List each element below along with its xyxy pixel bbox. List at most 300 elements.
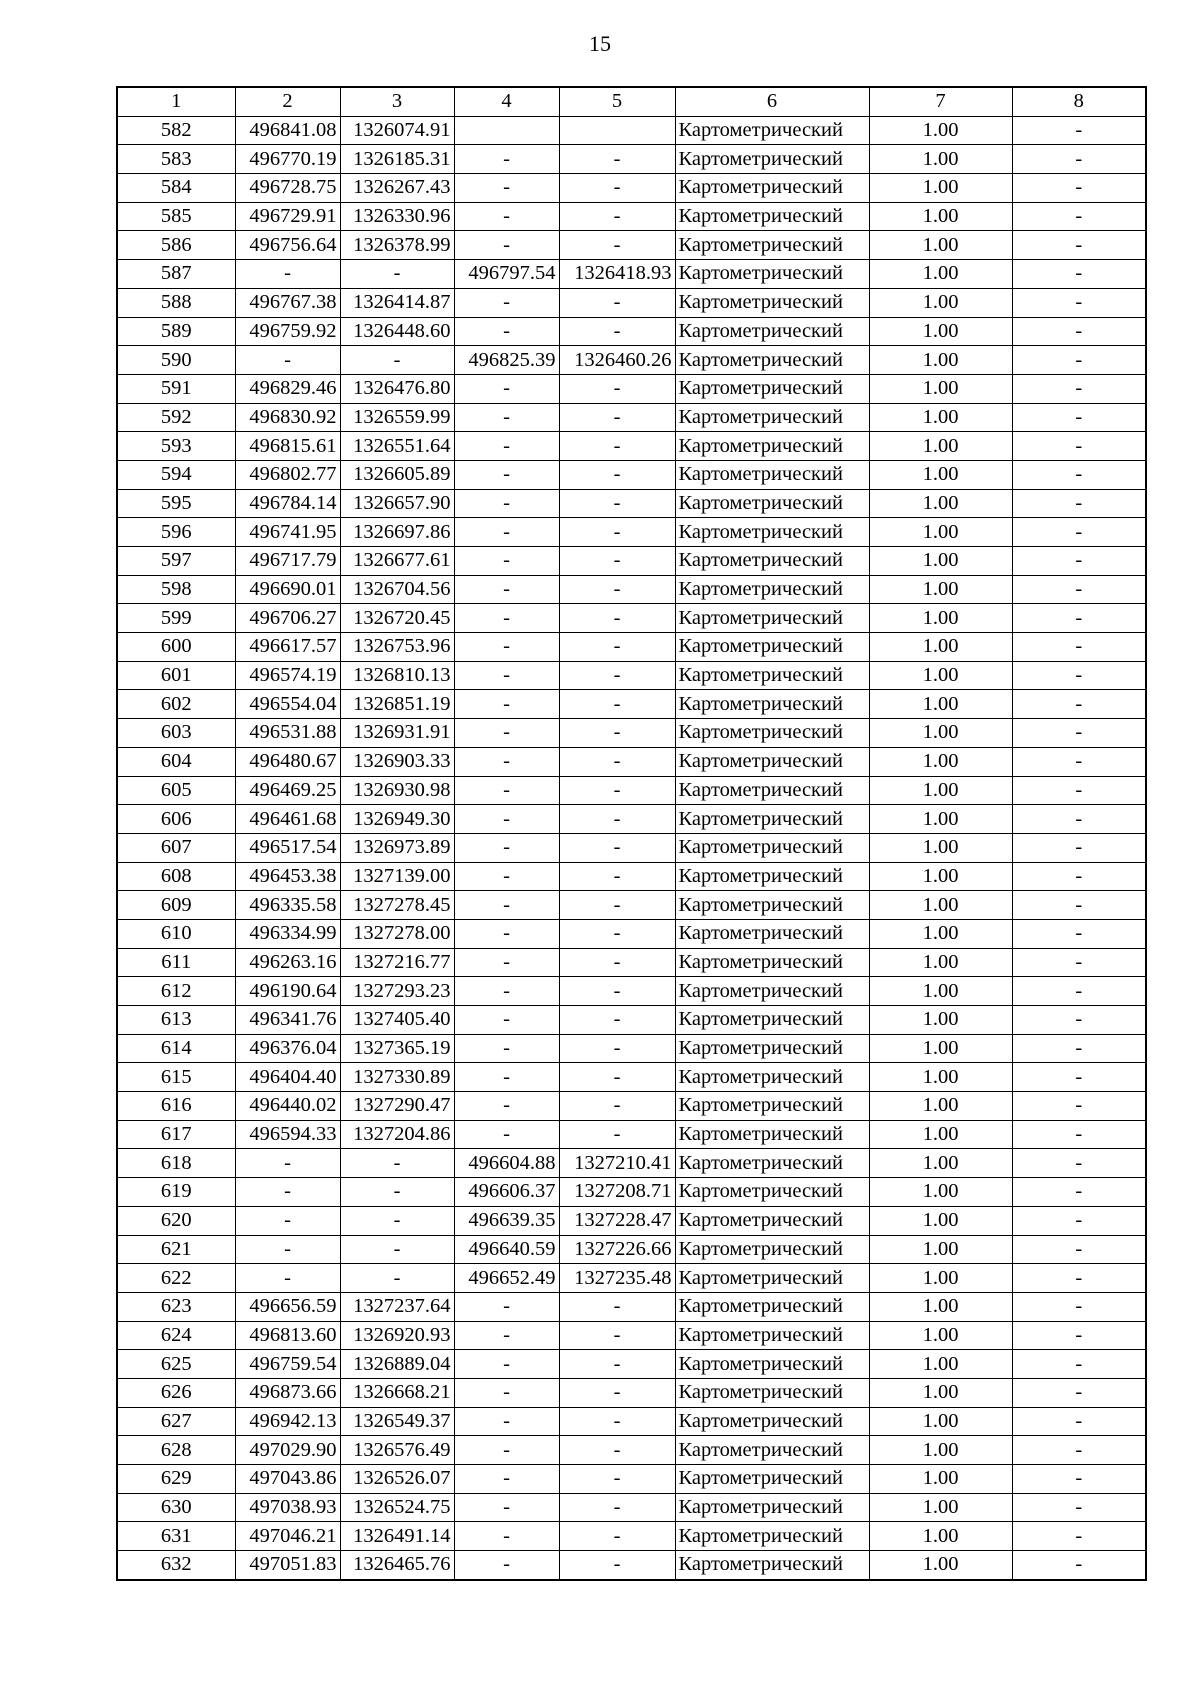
x-coordinate-cell: 496770.19: [235, 145, 340, 174]
method-cell: Картометрический: [675, 1350, 869, 1379]
new-x-coordinate-cell: -: [454, 1522, 559, 1551]
method-cell: Картометрический: [675, 1378, 869, 1407]
accuracy-cell: 1.00: [869, 1092, 1012, 1121]
new-y-coordinate-cell: -: [559, 776, 675, 805]
accuracy-cell: 1.00: [869, 948, 1012, 977]
column-header: 5: [559, 87, 675, 116]
method-cell: Картометрический: [675, 260, 869, 289]
note-cell: -: [1012, 1034, 1146, 1063]
column-header: 4: [454, 87, 559, 116]
new-y-coordinate-cell: -: [559, 460, 675, 489]
y-coordinate-cell: 1326668.21: [340, 1378, 454, 1407]
method-cell: Картометрический: [675, 145, 869, 174]
accuracy-cell: 1.00: [869, 1063, 1012, 1092]
new-x-coordinate-cell: -: [454, 1407, 559, 1436]
point-number-cell: 603: [117, 719, 235, 748]
y-coordinate-cell: -: [340, 1264, 454, 1293]
x-coordinate-cell: 496690.01: [235, 575, 340, 604]
new-y-coordinate-cell: -: [559, 1465, 675, 1494]
table-row: [117, 145, 1146, 174]
point-number-cell: 600: [117, 633, 235, 662]
x-coordinate-cell: 496335.58: [235, 891, 340, 920]
new-y-coordinate-cell: -: [559, 1522, 675, 1551]
new-x-coordinate-cell: -: [454, 948, 559, 977]
table-row: [117, 202, 1146, 231]
note-cell: -: [1012, 116, 1146, 145]
note-cell: -: [1012, 317, 1146, 346]
new-x-coordinate-cell: -: [454, 575, 559, 604]
accuracy-cell: 1.00: [869, 1264, 1012, 1293]
new-x-coordinate-cell: -: [454, 604, 559, 633]
column-header: 2: [235, 87, 340, 116]
new-y-coordinate-cell: -: [559, 575, 675, 604]
point-number-cell: 588: [117, 288, 235, 317]
new-x-coordinate-cell: -: [454, 202, 559, 231]
x-coordinate-cell: -: [235, 1149, 340, 1178]
point-number-cell: 601: [117, 661, 235, 690]
new-x-coordinate-cell: -: [454, 403, 559, 432]
table-row: [117, 575, 1146, 604]
method-cell: Картометрический: [675, 1120, 869, 1149]
table-row: [117, 1551, 1146, 1580]
table-row: [117, 1465, 1146, 1494]
new-x-coordinate-cell: -: [454, 288, 559, 317]
y-coordinate-cell: 1327237.64: [340, 1292, 454, 1321]
new-x-coordinate-cell: -: [454, 145, 559, 174]
new-y-coordinate-cell: -: [559, 1034, 675, 1063]
y-coordinate-cell: -: [340, 1149, 454, 1178]
x-coordinate-cell: 496706.27: [235, 604, 340, 633]
method-cell: Картометрический: [675, 403, 869, 432]
method-cell: Картометрический: [675, 116, 869, 145]
y-coordinate-cell: 1326524.75: [340, 1493, 454, 1522]
point-number-cell: 631: [117, 1522, 235, 1551]
note-cell: -: [1012, 1350, 1146, 1379]
note-cell: -: [1012, 891, 1146, 920]
note-cell: -: [1012, 489, 1146, 518]
accuracy-cell: 1.00: [869, 1551, 1012, 1580]
accuracy-cell: 1.00: [869, 1321, 1012, 1350]
method-cell: Картометрический: [675, 747, 869, 776]
point-number-cell: 625: [117, 1350, 235, 1379]
table-row: [117, 862, 1146, 891]
method-cell: Картометрический: [675, 862, 869, 891]
point-number-cell: 630: [117, 1493, 235, 1522]
new-x-coordinate-cell: 496797.54: [454, 260, 559, 289]
method-cell: Картометрический: [675, 1206, 869, 1235]
accuracy-cell: 1.00: [869, 374, 1012, 403]
note-cell: -: [1012, 1436, 1146, 1465]
method-cell: Картометрический: [675, 202, 869, 231]
note-cell: -: [1012, 1006, 1146, 1035]
point-number-cell: 582: [117, 116, 235, 145]
x-coordinate-cell: 496813.60: [235, 1321, 340, 1350]
note-cell: -: [1012, 231, 1146, 260]
y-coordinate-cell: 1327139.00: [340, 862, 454, 891]
accuracy-cell: 1.00: [869, 891, 1012, 920]
method-cell: Картометрический: [675, 891, 869, 920]
point-number-cell: 606: [117, 805, 235, 834]
new-x-coordinate-cell: -: [454, 174, 559, 203]
y-coordinate-cell: 1326605.89: [340, 460, 454, 489]
accuracy-cell: 1.00: [869, 202, 1012, 231]
y-coordinate-cell: -: [340, 260, 454, 289]
method-cell: Картометрический: [675, 604, 869, 633]
method-cell: Картометрический: [675, 432, 869, 461]
table-row: [117, 805, 1146, 834]
method-cell: Картометрический: [675, 1006, 869, 1035]
accuracy-cell: 1.00: [869, 1206, 1012, 1235]
note-cell: -: [1012, 776, 1146, 805]
x-coordinate-cell: 496531.88: [235, 719, 340, 748]
new-y-coordinate-cell: -: [559, 432, 675, 461]
point-number-cell: 619: [117, 1178, 235, 1207]
x-coordinate-cell: -: [235, 1235, 340, 1264]
new-y-coordinate-cell: -: [559, 1120, 675, 1149]
point-number-cell: 587: [117, 260, 235, 289]
note-cell: -: [1012, 833, 1146, 862]
y-coordinate-cell: 1327330.89: [340, 1063, 454, 1092]
method-cell: Картометрический: [675, 1264, 869, 1293]
note-cell: -: [1012, 690, 1146, 719]
accuracy-cell: 1.00: [869, 288, 1012, 317]
y-coordinate-cell: 1326576.49: [340, 1436, 454, 1465]
accuracy-cell: 1.00: [869, 1436, 1012, 1465]
note-cell: -: [1012, 1378, 1146, 1407]
point-number-cell: 604: [117, 747, 235, 776]
y-coordinate-cell: 1326448.60: [340, 317, 454, 346]
x-coordinate-cell: 496759.54: [235, 1350, 340, 1379]
table-row: [117, 1264, 1146, 1293]
table-row: [117, 231, 1146, 260]
new-y-coordinate-cell: -: [559, 977, 675, 1006]
y-coordinate-cell: 1326414.87: [340, 288, 454, 317]
point-number-cell: 611: [117, 948, 235, 977]
y-coordinate-cell: 1326973.89: [340, 833, 454, 862]
new-x-coordinate-cell: -: [454, 231, 559, 260]
y-coordinate-cell: 1327405.40: [340, 1006, 454, 1035]
accuracy-cell: 1.00: [869, 776, 1012, 805]
new-y-coordinate-cell: -: [559, 690, 675, 719]
table-row: [117, 833, 1146, 862]
accuracy-cell: 1.00: [869, 1493, 1012, 1522]
new-x-coordinate-cell: 496604.88: [454, 1149, 559, 1178]
x-coordinate-cell: 496469.25: [235, 776, 340, 805]
new-y-coordinate-cell: -: [559, 1063, 675, 1092]
new-x-coordinate-cell: -: [454, 1493, 559, 1522]
y-coordinate-cell: 1326551.64: [340, 432, 454, 461]
note-cell: -: [1012, 719, 1146, 748]
point-number-cell: 596: [117, 518, 235, 547]
new-x-coordinate-cell: -: [454, 833, 559, 862]
note-cell: -: [1012, 432, 1146, 461]
table-row: [117, 460, 1146, 489]
new-y-coordinate-cell: -: [559, 231, 675, 260]
new-y-coordinate-cell: -: [559, 1321, 675, 1350]
y-coordinate-cell: 1326720.45: [340, 604, 454, 633]
method-cell: Картометрический: [675, 661, 869, 690]
new-x-coordinate-cell: -: [454, 1321, 559, 1350]
point-number-cell: 585: [117, 202, 235, 231]
new-x-coordinate-cell: -: [454, 1006, 559, 1035]
y-coordinate-cell: 1326920.93: [340, 1321, 454, 1350]
method-cell: Картометрический: [675, 374, 869, 403]
y-coordinate-cell: 1326704.56: [340, 575, 454, 604]
table-row: [117, 1235, 1146, 1264]
new-y-coordinate-cell: -: [559, 374, 675, 403]
y-coordinate-cell: 1326851.19: [340, 690, 454, 719]
accuracy-cell: 1.00: [869, 1407, 1012, 1436]
accuracy-cell: 1.00: [869, 919, 1012, 948]
point-number-cell: 623: [117, 1292, 235, 1321]
method-cell: Картометрический: [675, 1092, 869, 1121]
column-header: 6: [675, 87, 869, 116]
y-coordinate-cell: 1326930.98: [340, 776, 454, 805]
method-cell: Картометрический: [675, 1235, 869, 1264]
accuracy-cell: 1.00: [869, 547, 1012, 576]
table-row: [117, 604, 1146, 633]
note-cell: -: [1012, 977, 1146, 1006]
new-y-coordinate-cell: 1327208.71: [559, 1178, 675, 1207]
accuracy-cell: 1.00: [869, 231, 1012, 260]
new-x-coordinate-cell: -: [454, 776, 559, 805]
x-coordinate-cell: 496461.68: [235, 805, 340, 834]
accuracy-cell: 1.00: [869, 174, 1012, 203]
method-cell: Картометрический: [675, 1178, 869, 1207]
note-cell: -: [1012, 288, 1146, 317]
new-y-coordinate-cell: -: [559, 489, 675, 518]
x-coordinate-cell: 496554.04: [235, 690, 340, 719]
note-cell: -: [1012, 604, 1146, 633]
y-coordinate-cell: 1326267.43: [340, 174, 454, 203]
method-cell: Картометрический: [675, 174, 869, 203]
note-cell: -: [1012, 575, 1146, 604]
table-row: [117, 1092, 1146, 1121]
accuracy-cell: 1.00: [869, 432, 1012, 461]
new-y-coordinate-cell: -: [559, 1350, 675, 1379]
new-y-coordinate-cell: 1327228.47: [559, 1206, 675, 1235]
accuracy-cell: 1.00: [869, 1522, 1012, 1551]
note-cell: -: [1012, 346, 1146, 375]
x-coordinate-cell: 496517.54: [235, 833, 340, 862]
accuracy-cell: 1.00: [869, 460, 1012, 489]
new-x-coordinate-cell: -: [454, 489, 559, 518]
new-x-coordinate-cell: -: [454, 460, 559, 489]
accuracy-cell: 1.00: [869, 747, 1012, 776]
method-cell: Картометрический: [675, 977, 869, 1006]
accuracy-cell: 1.00: [869, 317, 1012, 346]
accuracy-cell: 1.00: [869, 977, 1012, 1006]
point-number-cell: 597: [117, 547, 235, 576]
note-cell: -: [1012, 1551, 1146, 1580]
table-header-row: [117, 87, 1146, 116]
new-y-coordinate-cell: -: [559, 1436, 675, 1465]
point-number-cell: 607: [117, 833, 235, 862]
x-coordinate-cell: 496728.75: [235, 174, 340, 203]
accuracy-cell: 1.00: [869, 1235, 1012, 1264]
table-row: [117, 919, 1146, 948]
table-row: [117, 1063, 1146, 1092]
x-coordinate-cell: 496784.14: [235, 489, 340, 518]
accuracy-cell: 1.00: [869, 1034, 1012, 1063]
method-cell: Картометрический: [675, 1292, 869, 1321]
y-coordinate-cell: 1326903.33: [340, 747, 454, 776]
y-coordinate-cell: 1327290.47: [340, 1092, 454, 1121]
x-coordinate-cell: 496767.38: [235, 288, 340, 317]
y-coordinate-cell: 1326931.91: [340, 719, 454, 748]
note-cell: -: [1012, 460, 1146, 489]
note-cell: -: [1012, 1149, 1146, 1178]
x-coordinate-cell: -: [235, 1178, 340, 1207]
accuracy-cell: 1.00: [869, 145, 1012, 174]
x-coordinate-cell: 496741.95: [235, 518, 340, 547]
table-row: [117, 432, 1146, 461]
y-coordinate-cell: -: [340, 1178, 454, 1207]
column-header: 1: [117, 87, 235, 116]
note-cell: -: [1012, 202, 1146, 231]
new-x-coordinate-cell: -: [454, 919, 559, 948]
y-coordinate-cell: 1326330.96: [340, 202, 454, 231]
note-cell: -: [1012, 518, 1146, 547]
new-x-coordinate-cell: -: [454, 862, 559, 891]
new-y-coordinate-cell: -: [559, 948, 675, 977]
point-number-cell: 615: [117, 1063, 235, 1092]
new-y-coordinate-cell: 1327235.48: [559, 1264, 675, 1293]
new-x-coordinate-cell: -: [454, 317, 559, 346]
method-cell: Картометрический: [675, 1034, 869, 1063]
method-cell: Картометрический: [675, 460, 869, 489]
table-row: [117, 776, 1146, 805]
method-cell: Картометрический: [675, 346, 869, 375]
method-cell: Картометрический: [675, 919, 869, 948]
new-x-coordinate-cell: -: [454, 1092, 559, 1121]
new-x-coordinate-cell: -: [454, 432, 559, 461]
new-y-coordinate-cell: -: [559, 919, 675, 948]
method-cell: Картометрический: [675, 1551, 869, 1580]
new-x-coordinate-cell: [454, 116, 559, 145]
y-coordinate-cell: 1326476.80: [340, 374, 454, 403]
table-row: [117, 317, 1146, 346]
point-number-cell: 621: [117, 1235, 235, 1264]
x-coordinate-cell: 497046.21: [235, 1522, 340, 1551]
y-coordinate-cell: 1327365.19: [340, 1034, 454, 1063]
new-y-coordinate-cell: -: [559, 1378, 675, 1407]
point-number-cell: 632: [117, 1551, 235, 1580]
table-row: [117, 1178, 1146, 1207]
table-row: [117, 374, 1146, 403]
method-cell: Картометрический: [675, 547, 869, 576]
new-x-coordinate-cell: -: [454, 661, 559, 690]
point-number-cell: 584: [117, 174, 235, 203]
note-cell: -: [1012, 1292, 1146, 1321]
accuracy-cell: 1.00: [869, 862, 1012, 891]
accuracy-cell: 1.00: [869, 260, 1012, 289]
note-cell: -: [1012, 1407, 1146, 1436]
new-x-coordinate-cell: -: [454, 690, 559, 719]
point-number-cell: 602: [117, 690, 235, 719]
point-number-cell: 617: [117, 1120, 235, 1149]
new-x-coordinate-cell: -: [454, 1350, 559, 1379]
point-number-cell: 628: [117, 1436, 235, 1465]
note-cell: -: [1012, 1092, 1146, 1121]
method-cell: Картометрический: [675, 776, 869, 805]
method-cell: Картометрический: [675, 1465, 869, 1494]
x-coordinate-cell: 496617.57: [235, 633, 340, 662]
new-x-coordinate-cell: -: [454, 891, 559, 920]
table-row: [117, 948, 1146, 977]
note-cell: -: [1012, 1493, 1146, 1522]
y-coordinate-cell: 1327278.00: [340, 919, 454, 948]
new-x-coordinate-cell: -: [454, 1120, 559, 1149]
point-number-cell: 595: [117, 489, 235, 518]
table-row: [117, 747, 1146, 776]
table-row: [117, 690, 1146, 719]
method-cell: Картометрический: [675, 1493, 869, 1522]
point-number-cell: 592: [117, 403, 235, 432]
accuracy-cell: 1.00: [869, 1465, 1012, 1494]
method-cell: Картометрический: [675, 690, 869, 719]
table-row: [117, 116, 1146, 145]
new-y-coordinate-cell: -: [559, 1551, 675, 1580]
new-x-coordinate-cell: -: [454, 518, 559, 547]
x-coordinate-cell: 496440.02: [235, 1092, 340, 1121]
new-y-coordinate-cell: 1327210.41: [559, 1149, 675, 1178]
point-number-cell: 620: [117, 1206, 235, 1235]
accuracy-cell: 1.00: [869, 403, 1012, 432]
table-row: [117, 1493, 1146, 1522]
x-coordinate-cell: 496376.04: [235, 1034, 340, 1063]
new-x-coordinate-cell: -: [454, 1063, 559, 1092]
table-row: [117, 547, 1146, 576]
point-number-cell: 591: [117, 374, 235, 403]
y-coordinate-cell: 1326549.37: [340, 1407, 454, 1436]
note-cell: -: [1012, 862, 1146, 891]
point-number-cell: 594: [117, 460, 235, 489]
y-coordinate-cell: 1326378.99: [340, 231, 454, 260]
y-coordinate-cell: 1326753.96: [340, 633, 454, 662]
method-cell: Картометрический: [675, 231, 869, 260]
new-y-coordinate-cell: -: [559, 633, 675, 662]
accuracy-cell: 1.00: [869, 1378, 1012, 1407]
x-coordinate-cell: 496756.64: [235, 231, 340, 260]
table-row: [117, 719, 1146, 748]
table-row: [117, 1522, 1146, 1551]
new-y-coordinate-cell: -: [559, 403, 675, 432]
x-coordinate-cell: 496404.40: [235, 1063, 340, 1092]
note-cell: -: [1012, 805, 1146, 834]
x-coordinate-cell: 496656.59: [235, 1292, 340, 1321]
method-cell: Картометрический: [675, 1522, 869, 1551]
new-x-coordinate-cell: -: [454, 547, 559, 576]
new-x-coordinate-cell: -: [454, 1034, 559, 1063]
method-cell: Картометрический: [675, 1436, 869, 1465]
note-cell: -: [1012, 403, 1146, 432]
accuracy-cell: 1.00: [869, 604, 1012, 633]
new-y-coordinate-cell: 1326460.26: [559, 346, 675, 375]
y-coordinate-cell: 1327278.45: [340, 891, 454, 920]
table-row: [117, 1206, 1146, 1235]
note-cell: -: [1012, 1264, 1146, 1293]
accuracy-cell: 1.00: [869, 1292, 1012, 1321]
point-number-cell: 629: [117, 1465, 235, 1494]
method-cell: Картометрический: [675, 489, 869, 518]
note-cell: -: [1012, 1120, 1146, 1149]
point-number-cell: 589: [117, 317, 235, 346]
x-coordinate-cell: 496729.91: [235, 202, 340, 231]
point-number-cell: 627: [117, 1407, 235, 1436]
new-y-coordinate-cell: -: [559, 202, 675, 231]
method-cell: Картометрический: [675, 833, 869, 862]
